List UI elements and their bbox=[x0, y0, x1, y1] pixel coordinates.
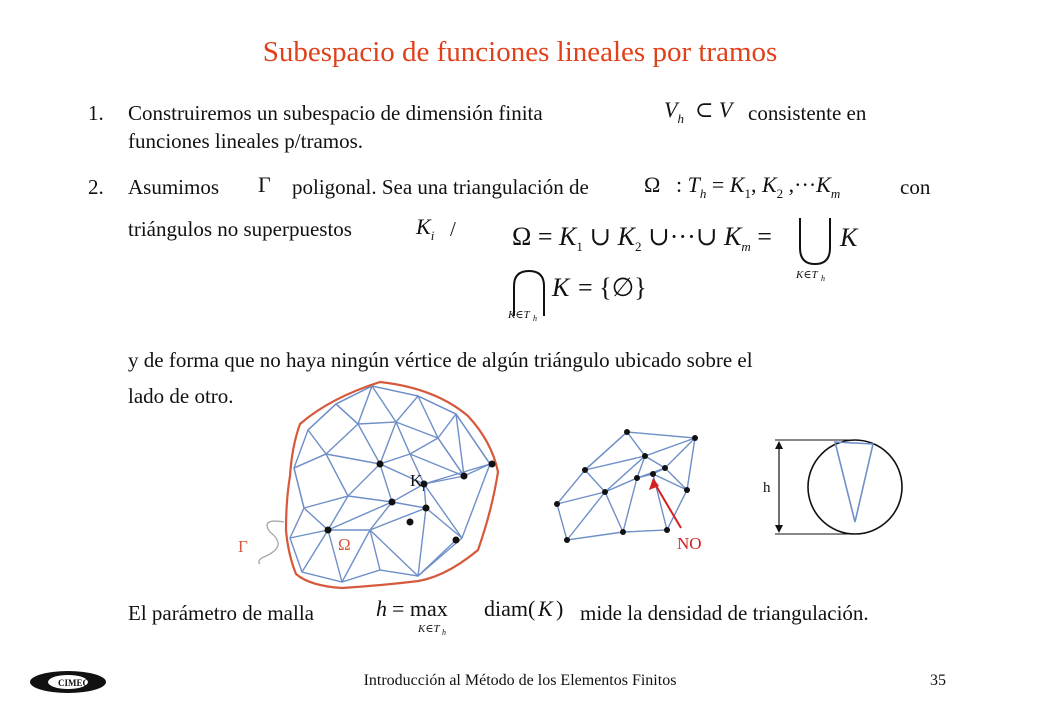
ki-figure-label: K bbox=[410, 471, 423, 490]
mesh-param-text-end: mide la densidad de triangulación. bbox=[580, 601, 869, 625]
no-label: NO bbox=[677, 534, 702, 553]
ki-symbol: $K_i$ bbox=[416, 214, 435, 243]
h-label: h bbox=[763, 480, 771, 496]
svg-text:h: h bbox=[821, 274, 825, 283]
footer-title: Introducción al Método de los Elementos Finitos bbox=[363, 672, 677, 689]
item2-line2: triángulos no superpuestos bbox=[128, 217, 352, 241]
svg-text:K∈T: K∈T bbox=[508, 309, 530, 321]
svg-text:K∈T: K∈T bbox=[418, 623, 440, 635]
svg-text:K∈T: K∈T bbox=[796, 269, 818, 281]
big-union-k bbox=[790, 212, 880, 283]
item1-number: 1. bbox=[88, 101, 104, 125]
svg-text:CIMEC: CIMEC bbox=[58, 678, 89, 688]
svg-text:h: h bbox=[376, 596, 387, 621]
item2-number: 2. bbox=[88, 175, 104, 199]
gamma-symbol: Γ bbox=[258, 172, 271, 197]
item2-text-c: con bbox=[900, 175, 931, 199]
item1-math-vh-subset-v: $V_h$ ⊂ V bbox=[664, 97, 733, 126]
svg-text:K: K bbox=[538, 596, 553, 621]
svg-text:h: h bbox=[442, 628, 446, 637]
svg-text:= {∅}: = {∅} bbox=[578, 273, 647, 302]
page-number: 35 bbox=[930, 672, 946, 689]
mesh-param-formula bbox=[372, 590, 577, 640]
domain-boundary bbox=[286, 382, 498, 588]
gamma-pointer bbox=[259, 521, 284, 564]
mesh-edges bbox=[290, 386, 490, 582]
item2-text-b: poligonal. Sea una triangulación de bbox=[292, 175, 589, 199]
slide-title: Subespacio de funciones lineales por tramos bbox=[262, 36, 778, 68]
svg-text:K: K bbox=[552, 273, 570, 302]
triangulation-figure bbox=[230, 380, 520, 590]
gamma-figure-label: Γ bbox=[238, 537, 248, 556]
invalid-mesh-figure bbox=[545, 420, 725, 553]
diameter-figure bbox=[755, 432, 915, 542]
svg-text:): ) bbox=[556, 596, 564, 621]
continuation-line2: lado de otro. bbox=[128, 384, 234, 408]
svg-text:K: K bbox=[840, 223, 858, 252]
svg-text:h: h bbox=[533, 314, 537, 323]
item1-text: Construiremos un subespacio de dimensión finita bbox=[128, 101, 543, 125]
item2-text-a: Asumimos bbox=[128, 175, 220, 199]
mesh-param-text: El parámetro de malla bbox=[128, 601, 314, 625]
svg-text:= max: = max bbox=[392, 596, 448, 621]
continuation-line1: y de forma que no haya ningún vértice de algún triángulo ubicado sobre el bbox=[128, 348, 753, 372]
omega-symbol: Ω bbox=[644, 172, 661, 197]
svg-text:diam(: diam( bbox=[484, 596, 536, 621]
ki-figure-sub: i bbox=[422, 483, 425, 494]
item2-math-th: : $T_h = K_1$, $K_2$ $,\cdot\cdot\cdot K_m$ bbox=[676, 172, 841, 201]
item1-text-end: consistente en bbox=[748, 101, 867, 125]
union-equation: $\Omega = K_1$ ∪ $K_2$ ∪···∪ $K_m$ = bbox=[512, 222, 772, 254]
item1-line2: funciones lineales p/tramos. bbox=[128, 129, 364, 153]
big-intersection-empty bbox=[500, 266, 660, 328]
omega-figure-label: Ω bbox=[338, 535, 351, 554]
item2-slash: / bbox=[450, 217, 456, 241]
